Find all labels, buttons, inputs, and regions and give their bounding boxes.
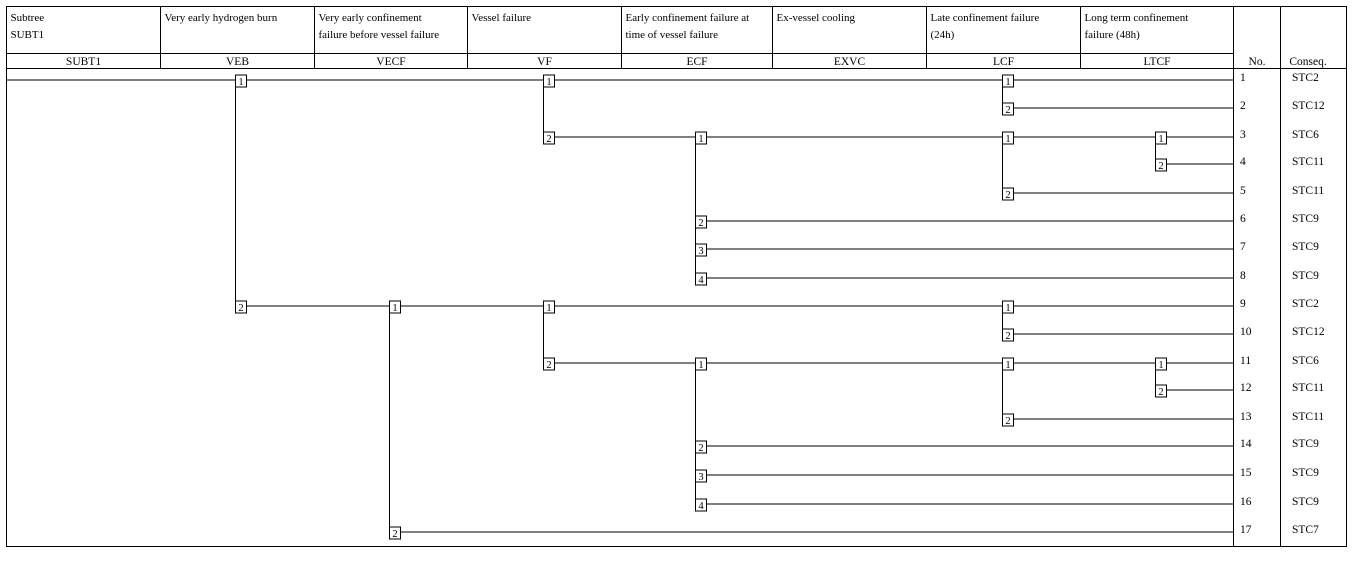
header-frame [7, 7, 1347, 547]
branch-label-lcf [1003, 414, 1014, 427]
sequence-consequence: STC9 [1292, 270, 1319, 282]
sequence-consequence: STC11 [1292, 411, 1325, 423]
branch-label-lcf [1003, 132, 1014, 145]
sequence-number: 14 [1240, 438, 1252, 450]
svg-text:1: 1 [1005, 303, 1011, 314]
svg-text:2: 2 [1005, 331, 1011, 342]
svg-text:1: 1 [1005, 77, 1011, 88]
branch-label-ltcf [1156, 132, 1167, 145]
column-header-vecf [315, 7, 440, 69]
sequence-row [1240, 326, 1325, 338]
svg-text:4: 4 [698, 501, 704, 512]
column-header-ltcf [1081, 7, 1189, 69]
branch-label-vf [544, 132, 555, 145]
sequence-consequence: STC7 [1292, 524, 1319, 536]
column-code: VECF [376, 56, 406, 68]
branch-label-lcf [1003, 329, 1014, 342]
branch-label-lcf [1003, 75, 1014, 88]
sequence-row [1240, 411, 1324, 423]
svg-text:2: 2 [1005, 190, 1011, 201]
sequence-number: 1 [1240, 72, 1246, 84]
column-header-exvc [773, 7, 866, 69]
column-code: EXVC [833, 56, 866, 68]
sequence-number: 4 [1240, 156, 1246, 168]
sequence-number: 6 [1240, 213, 1246, 225]
sequence-consequence: STC9 [1292, 467, 1319, 479]
sequence-number: 7 [1240, 241, 1246, 253]
column-title-line: Early confinement failure at [625, 12, 750, 24]
sequence-list [1240, 72, 1325, 536]
column-header-lcf [927, 7, 1040, 69]
sequence-row [1240, 185, 1324, 197]
sequence-row [1240, 241, 1319, 253]
column-title-line: failure before vessel failure [318, 29, 440, 41]
branch-label-ecf [696, 273, 707, 286]
svg-text:2: 2 [392, 529, 398, 540]
svg-text:2: 2 [1158, 161, 1164, 172]
svg-text:2: 2 [546, 360, 552, 371]
svg-text:1: 1 [1158, 360, 1164, 371]
sequence-row [1240, 213, 1319, 225]
sequence-number: 15 [1240, 467, 1252, 479]
branch-label-ecf [696, 441, 707, 454]
sequence-consequence: STC11 [1292, 156, 1325, 168]
svg-text:1: 1 [698, 134, 704, 145]
svg-text:1: 1 [238, 77, 244, 88]
sequence-number: 12 [1240, 382, 1252, 394]
branch-label-ecf [696, 358, 707, 371]
branch-label-ecf [696, 216, 707, 229]
branch-label-vf [544, 301, 555, 314]
sequence-number: 16 [1240, 496, 1252, 508]
column-code: VF [537, 56, 552, 68]
sequence-row [1240, 72, 1319, 84]
sequence-number: 10 [1240, 326, 1252, 338]
branch-label-lcf [1003, 358, 1014, 371]
outer-border [7, 7, 1347, 547]
svg-text:1: 1 [1005, 134, 1011, 145]
sequence-number: 8 [1240, 270, 1246, 282]
sequence-consequence: STC12 [1292, 326, 1325, 338]
sequence-consequence: STC11 [1292, 185, 1325, 197]
branch-label-veb [236, 75, 247, 88]
sequence-consequence: STC6 [1292, 129, 1319, 141]
branch-label-lcf [1003, 301, 1014, 314]
branch-label-veb [236, 301, 247, 314]
column-title-line: Ex-vessel cooling [776, 12, 856, 24]
svg-text:1: 1 [392, 303, 398, 314]
sequence-consequence: STC9 [1292, 241, 1319, 253]
column-code: LCF [992, 56, 1015, 68]
sequence-consequence: STC9 [1292, 496, 1319, 508]
sequence-row [1240, 129, 1319, 141]
svg-text:4: 4 [698, 275, 704, 286]
sequence-row [1240, 382, 1324, 394]
sequence-row [1240, 496, 1319, 508]
sequence-number: 3 [1240, 129, 1246, 141]
svg-text:2: 2 [698, 443, 704, 454]
column-header-ecf [622, 7, 750, 69]
column-title-line: Long term confinement [1084, 12, 1189, 24]
branch-label-vecf [390, 301, 401, 314]
branch-label-ltcf [1156, 385, 1167, 398]
column-title-line: Vessel failure [471, 12, 532, 24]
sequence-number: 11 [1240, 355, 1252, 367]
column-title-line: (24h) [930, 29, 955, 41]
column-title-line: SUBT1 [10, 29, 45, 41]
branch-label-ecf [696, 244, 707, 257]
branch-label-lcf [1003, 188, 1014, 201]
sequence-consequence: STC2 [1292, 72, 1319, 84]
column-header-vf [468, 7, 552, 69]
column-title-line: failure (48h) [1084, 29, 1140, 41]
branch-label-ecf [696, 132, 707, 145]
svg-text:2: 2 [698, 218, 704, 229]
column-header-veb [161, 7, 278, 69]
column-title-line: Very early confinement [318, 12, 422, 24]
svg-text:2: 2 [546, 134, 552, 145]
svg-text:1: 1 [546, 303, 552, 314]
sequence-consequence: STC12 [1292, 100, 1325, 112]
sequence-number: 2 [1240, 100, 1246, 112]
svg-text:3: 3 [698, 246, 704, 257]
column-title-line: Subtree [10, 12, 45, 24]
no-header: No. [1248, 56, 1266, 68]
svg-text:1: 1 [546, 77, 552, 88]
header [11, 7, 1327, 69]
svg-text:1: 1 [698, 360, 704, 371]
conseq-header: Conseq. [1289, 56, 1327, 68]
sequence-number: 17 [1240, 524, 1252, 536]
column-code: LTCF [1143, 56, 1171, 68]
svg-text:2: 2 [238, 303, 244, 314]
branch-label-ecf [696, 499, 707, 512]
column-code: VEB [226, 56, 249, 68]
sequence-number: 5 [1240, 185, 1246, 197]
branch-label-lcf [1003, 103, 1014, 116]
sequence-row [1240, 524, 1319, 536]
column-title-line: Very early hydrogen burn [164, 12, 278, 24]
branch-label-ltcf [1156, 358, 1167, 371]
column-code: SUBT1 [65, 56, 102, 68]
column-code: ECF [686, 56, 708, 68]
sequence-row [1240, 467, 1319, 479]
sequence-consequence: STC6 [1292, 355, 1319, 367]
sequence-number: 13 [1240, 411, 1252, 423]
branch-label-ecf [696, 470, 707, 483]
sequence-consequence: STC9 [1292, 438, 1319, 450]
branch-label-vf [544, 358, 555, 371]
svg-text:1: 1 [1158, 134, 1164, 145]
column-title-line: Late confinement failure [930, 12, 1040, 24]
sequence-consequence: STC11 [1292, 382, 1325, 394]
sequence-row [1240, 100, 1325, 112]
svg-text:2: 2 [1005, 416, 1011, 427]
branch-tree [7, 75, 1234, 540]
column-header-subt1 [11, 12, 102, 68]
sequence-row [1240, 156, 1324, 168]
sequence-number: 9 [1240, 298, 1246, 310]
svg-text:3: 3 [698, 472, 704, 483]
sequence-consequence: STC2 [1292, 298, 1319, 310]
sequence-row [1240, 438, 1319, 450]
sequence-row [1240, 355, 1319, 367]
branch-label-ltcf [1156, 159, 1167, 172]
svg-text:1: 1 [1005, 360, 1011, 371]
svg-text:2: 2 [1005, 105, 1011, 116]
sequence-consequence: STC9 [1292, 213, 1319, 225]
branch-label-vecf [390, 527, 401, 540]
sequence-row [1240, 270, 1319, 282]
svg-text:2: 2 [1158, 387, 1164, 398]
column-title-line: time of vessel failure [625, 29, 719, 41]
branch-label-vf [544, 75, 555, 88]
sequence-row [1240, 298, 1319, 310]
